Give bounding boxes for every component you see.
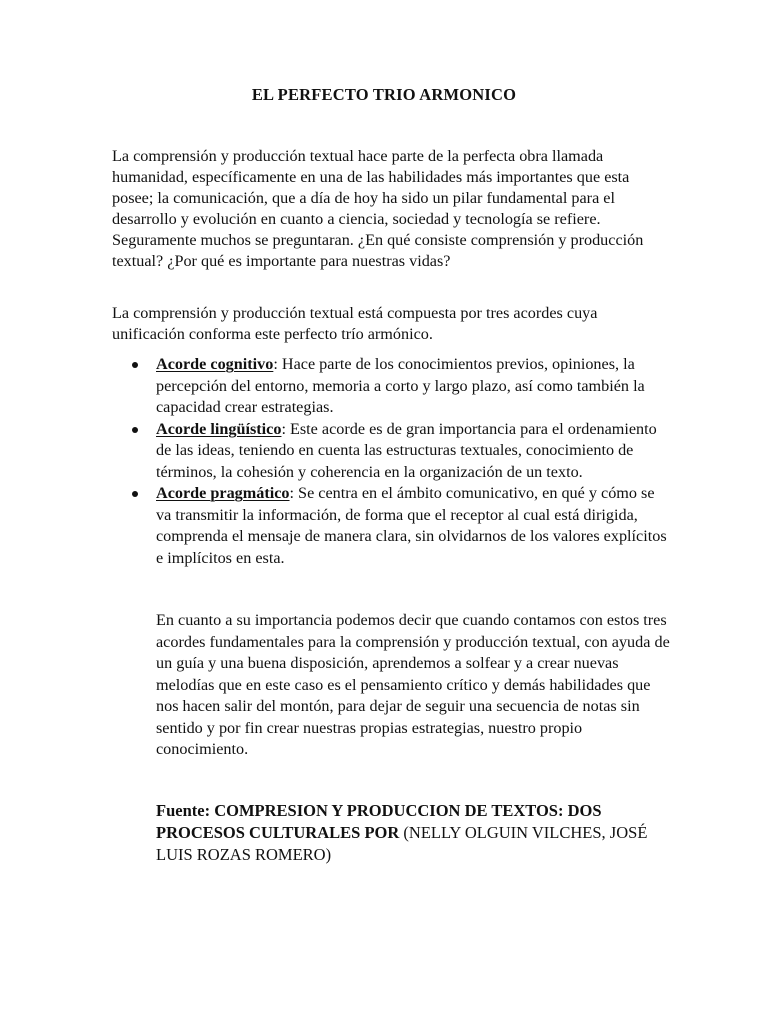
bullet-term: Acorde lingüístico (156, 419, 282, 438)
document-title: EL PERFECTO TRIO ARMONICO (251, 85, 517, 104)
importance-paragraph: En cuanto a su importancia podemos decir que cuando contamos con estos tres acordes fundamentales para la comprensión y producción textual, con ayuda de un guía y una buena disposición, aprendemos a solfear y a crear nuevas melodías que en este caso es el pensamiento crítico y demás habilidades que nos hacen salir del montón, para dejar de seguir una secuencia de notas sin sentido y por fin crear nuestras propias estrategias, nuestro propio conocimiento. (156, 611, 670, 758)
bullet-icon (132, 362, 138, 368)
bullet-icon (132, 427, 138, 433)
source-label: Fuente: COMPRESION Y PRODUCCION DE TEXTOS: DOS PROCESOS CULTURALES POR (156, 801, 602, 842)
list-item (112, 483, 672, 569)
bullet-term: Acorde pragmático (156, 484, 290, 502)
bullet-text: : Se centra en el ámbito comunicativo, en qué y cómo se va transmitir la información, de forma que el receptor al cual está dirigida, comprenda el mensaje de manera clara, sin olvidarnos de los valores explícitos e implícitos en esta. (156, 484, 667, 567)
source-citation (156, 800, 676, 866)
composition-paragraph: La comprensión y producción textual está compuesta por tres acordes cuya unificación conforma este perfecto trío armónico. (112, 304, 598, 343)
intro-paragraph: La comprensión y producción textual hace parte de la perfecta obra llamada humanidad, específicamente en una de las habilidades más importantes que esta posee; la comunicación, que a día de hoy ha sido un pilar fundamental para el desarrollo y evolución en cuanto a ciencia, sociedad y tecnología se refiere. Seguramente muchos se preguntaran. ¿En qué consiste comprensión y producción textual? ¿Por qué es importante para nuestras vidas? (112, 147, 644, 270)
bullet-term: Acorde cognitivo (156, 355, 274, 373)
list-item (112, 354, 672, 419)
bullet-text: : Hace parte de los conocimientos previos, opiniones, la percepción del entorno, memoria a corto y largo plazo, así como también la capacidad crear estrategias. (156, 355, 645, 416)
bullet-icon (132, 491, 138, 497)
list-item (112, 419, 672, 484)
chords-list (112, 354, 672, 569)
bullet-text: : Este acorde es de gran importancia para el ordenamiento de las ideas, teniendo en cuenta las estructuras textuales, conocimiento de términos, la cohesión y coherencia en la organización de un texto. (156, 419, 657, 481)
source-authors: (NELLY OLGUIN VILCHES, JOSÉ LUIS ROZAS ROMERO) (156, 823, 648, 864)
